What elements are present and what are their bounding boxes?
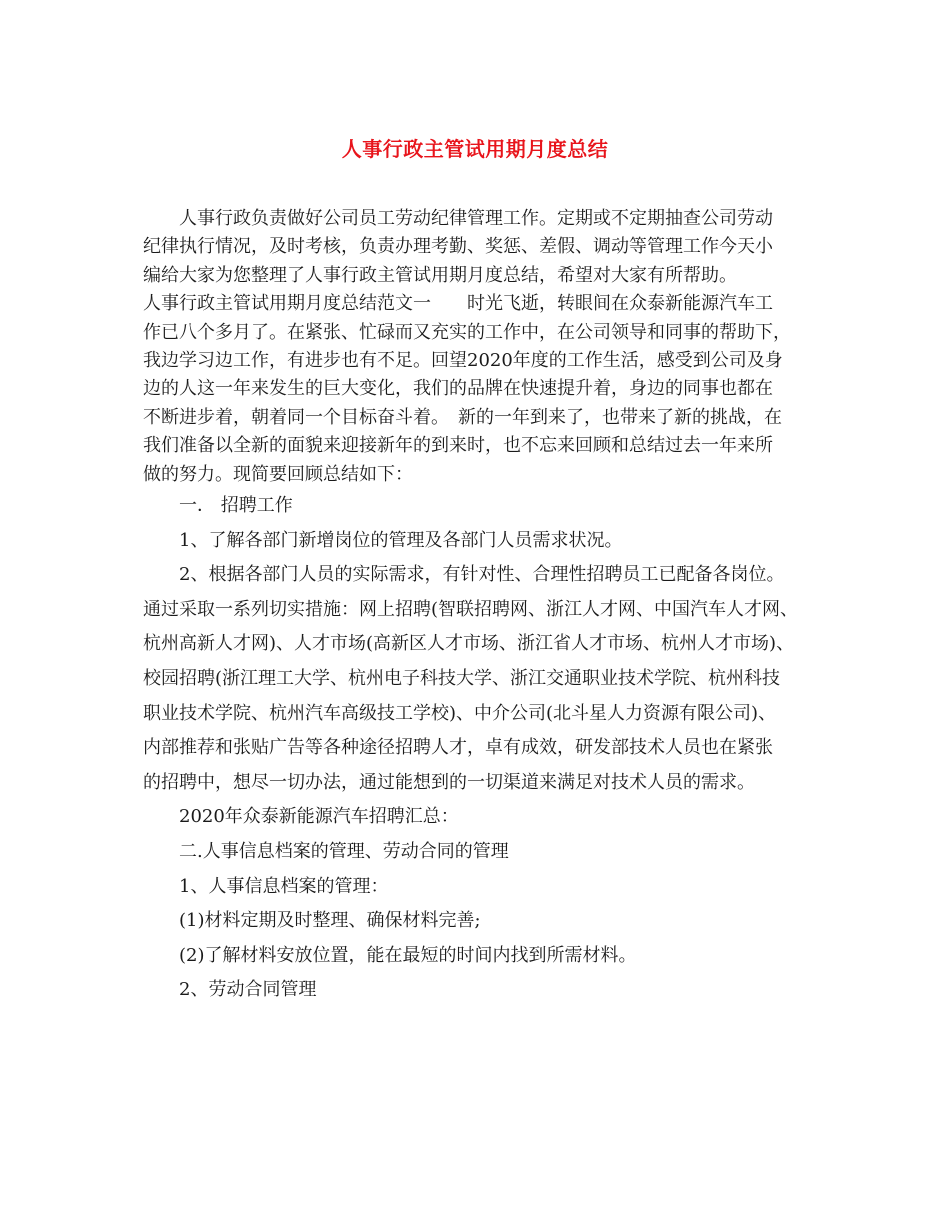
body-line: 做的努力。现简要回顾总结如下： <box>143 463 413 485</box>
body-line: 我边学习边工作，有进步也有不足。回望2020年度的工作生活，感受到公司及身 <box>143 350 783 372</box>
body-line: 边的人这一年来发生的巨大变化，我们的品牌在快速提升着，身边的同事也都在 <box>143 378 773 400</box>
body-line: 2020年众泰新能源汽车招聘汇总： <box>179 806 459 828</box>
section-heading-records: 二.人事信息档案的管理、劳动合同的管理 <box>179 841 509 862</box>
body-line: 1、人事信息档案的管理： <box>179 875 389 897</box>
body-line: 纪律执行情况，及时考核，负责办理考勤、奖惩、差假、调动等管理工作今天小 <box>143 236 773 258</box>
body-line: 通过采取一系列切实措施：网上招聘(智联招聘网、浙江人才网、中国汽车人才网、 <box>143 598 799 620</box>
body-line: 职业技术学院、杭州汽车高级技工学校)、中介公司(北斗星人力资源有限公司)、 <box>143 702 777 724</box>
body-line: 2、根据各部门人员的实际需求，有针对性、合理性招聘员工已配备各岗位。 <box>179 564 785 586</box>
document-title: 人事行政主管试用期月度总结 <box>341 137 609 161</box>
document-body <box>143 205 823 1008</box>
body-line: 校园招聘(浙江理工大学、杭州电子科技大学、浙江交通职业技术学院、杭州科技 <box>143 668 781 690</box>
body-line: 人事行政主管试用期月度总结范文一 时光飞逝，转眼间在众泰新能源汽车工 <box>143 293 773 315</box>
body-line: 作已八个多月了。在紧张、忙碌而又充实的工作中，在公司领导和同事的帮助下， <box>143 321 791 343</box>
body-line: (1)材料定期及时整理、确保材料完善; <box>179 910 481 932</box>
body-line: 内部推荐和张贴广告等各种途径招聘人才，卓有成效，研发部技术人员也在紧张 <box>143 737 773 759</box>
body-line: 我们准备以全新的面貌来迎接新年的到来时，也不忘来回顾和总结过去一年来所 <box>143 435 773 457</box>
body-line: (2)了解材料安放位置，能在最短的时间内找到所需材料。 <box>179 944 637 966</box>
body-line: 2、劳动合同管理 <box>179 979 317 1001</box>
section-heading-recruitment: 一． 招聘工作 <box>179 495 293 517</box>
body-line: 不断进步着，朝着同一个目标奋斗着。 新的一年到来了，也带来了新的挑战，在 <box>143 406 782 428</box>
body-line: 人事行政负责做好公司员工劳动纪律管理工作。定期或不定期抽查公司劳动 <box>179 208 773 229</box>
body-line: 编给大家为您整理了人事行政主管试用期月度总结，希望对大家有所帮助。 <box>143 264 737 286</box>
body-line: 的招聘中，想尽一切办法，通过能想到的一切渠道来满足对技术人员的需求。 <box>143 771 755 793</box>
body-line: 1、了解各部门新增岗位的管理及各部门人员需求状况。 <box>179 529 623 551</box>
body-line: 杭州高新人才网)、人才市场(高新区人才市场、浙江省人才市场、杭州人才市场)、 <box>143 633 795 655</box>
